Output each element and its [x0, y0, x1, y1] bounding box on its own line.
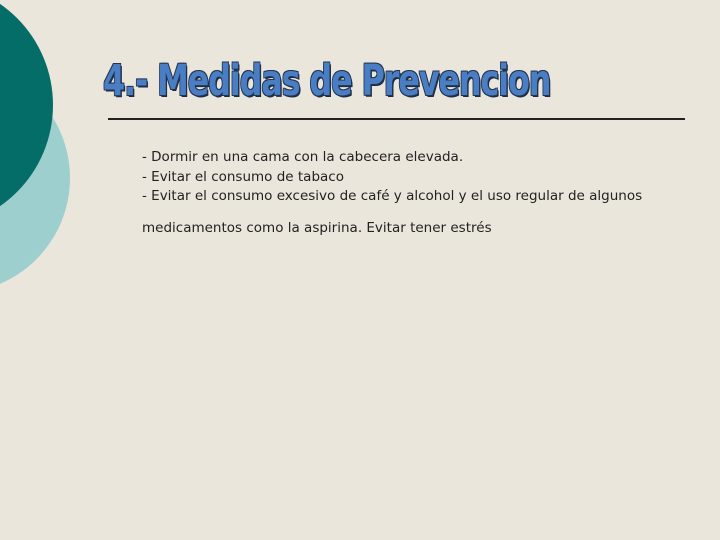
bullet-item: - Evitar el consumo excesivo de café y alcohol y el uso regular de algunos — [142, 188, 643, 204]
bullet-item: - Dormir en una cama con la cabecera elevada. — [142, 149, 464, 165]
slide-title: 4.- Medidas de Prevencion — [103, 56, 551, 106]
title-underline — [108, 118, 685, 120]
bullet-list — [142, 148, 702, 207]
bullet-item: - Evitar el consumo de tabaco — [142, 168, 344, 185]
bullet-continuation: medicamentos como la aspirina. Evitar tener estrés — [142, 220, 492, 236]
